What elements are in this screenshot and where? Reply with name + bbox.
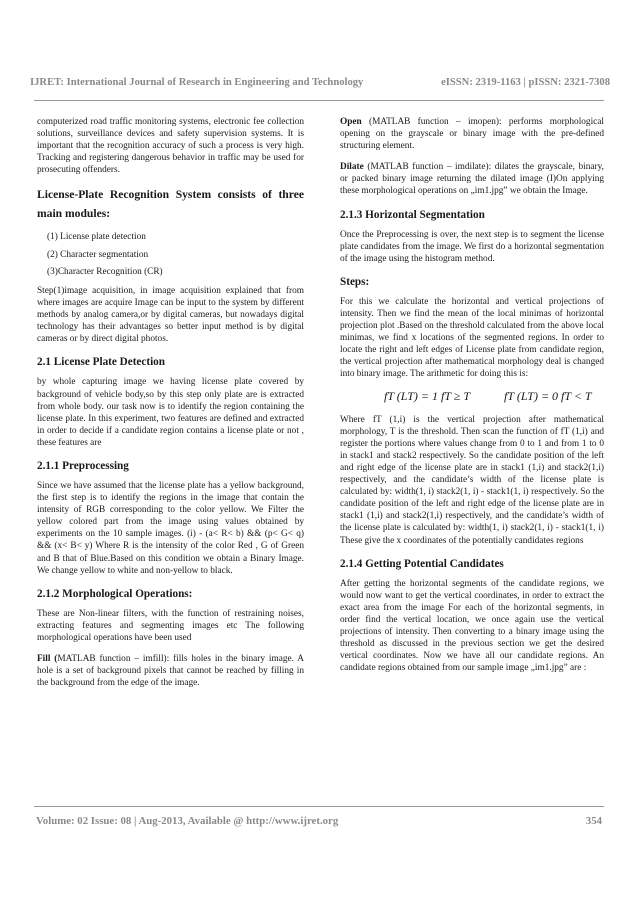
journal-name: IJRET: International Journal of Research in Engineering and Technology	[30, 77, 364, 88]
section-heading-2-1-1: 2.1.1 Preprocessing	[37, 460, 129, 472]
paragraph: computerized road traffic monitoring systems, electronic fee collection solutions, surveillance devices and safety supervision systems. It is important that the recognition accuracy of such a process is very high. Tracking and registering dangerous behavior in traffic may be used for prosecuting offenders.	[37, 117, 304, 176]
open-description: (MATLAB function – imopen): performs morphological opening on the grayscale or binary image with the pre-defined structuring element.	[340, 117, 604, 152]
right-column	[340, 116, 604, 683]
issn-info: eISSN: 2319-1163 | pISSN: 2321-7308	[441, 77, 610, 88]
section-heading-steps: Steps:	[340, 275, 370, 288]
paragraph-dilate	[340, 161, 604, 197]
section-heading-2-1-3: 2.1.3 Horizontal Segmentation	[340, 208, 485, 221]
section-heading-modules: License-Plate Recognition System consists of three main modules:	[37, 188, 304, 221]
paragraph: by whole capturing image we having license plate covered by background of vehicle body,so by this step only plate are is extracted from whole body. our task now is to identify the region containing the license plate. In this experiment, two features are defined and extracted in order to decide if a candidate region contains a license plate or not , these features are	[37, 377, 304, 448]
paragraph-fill	[37, 653, 304, 689]
section-heading-2-1-2: 2.1.2 Morphological Operations:	[37, 587, 193, 600]
list-item: (1) License plate detection	[47, 232, 146, 243]
list-item: (3)Character Recognition (CR)	[47, 267, 163, 278]
running-header	[30, 77, 610, 88]
paragraph: After getting the horizontal segments of the candidate regions, we would now want to get the vertical coordinates, in order to extract the exact area from the image For each of the horizontal segments, in order find the vertical location, we once again use the vertical projections of intensity. Then converting to a binary image using the threshold as discussed in the previous section we get the desired vertical coordinates. Now we have all our candidate regions. An candidate regions obtained from our sample image „im1.jpg” are :	[340, 578, 604, 674]
fill-description: MATLAB function – imfill): fills holes in the binary image. A hole is a set of background pixels that cannot be reached by filling in the background from the edge of the image.	[37, 654, 304, 689]
paragraph: Step(1)image acquisition, in image acquisition explained that from where images are acquire Image can be input to the system by different methods by analog camera,or by digital cameras, but nowadays digital technology has their advantages so better input method is by digital cameras or by direct digital photos.	[37, 285, 304, 345]
modules-list	[47, 229, 304, 282]
equation	[340, 390, 604, 402]
page-number: 354	[585, 815, 602, 827]
volume-info: Volume: 02 Issue: 08 | Aug-2013, Available @ http://www.ijret.org	[36, 815, 339, 827]
header-rule	[34, 100, 604, 101]
paragraph: These are Non-linear filters, with the function of restraining noises, extracting features and segmenting images etc The following morphological operations have been used	[37, 608, 304, 643]
footer-rule	[34, 806, 604, 807]
running-footer	[36, 815, 602, 827]
paragraph: Since we have assumed that the license plate has a yellow background, the first step is to identify the regions in the image that contain the intensity of RGB corresponding to the color yellow. We Filter the yellow colored part from the image using values obtained by experiments on the 10 sample images. (i) - (a< R< b) && (p< G< q) && (x< B< y) Where R is the intensity of the color Red , G of Green and B that of Blue.Based on this condition we obtain a Binary Image. We change yellow to white and non-yellow to black.	[37, 481, 304, 576]
left-column	[37, 116, 304, 698]
section-heading-2-1: 2.1 License Plate Detection	[37, 356, 165, 369]
section-heading-2-1-4: 2.1.4 Getting Potential Candidates	[340, 557, 504, 570]
list-item: (2) Character segmentation	[47, 249, 149, 260]
paragraph-open	[340, 116, 604, 152]
dilate-description: (MATLAB function – imdilate): dilates the grayscale, binary, or packed binary image returning the dilated image (I)On applying these morphological operations on „im1.jpg” we obtain the Image.	[340, 162, 604, 197]
equation-part-1: fT (LT) = 1 fT ≥ T	[384, 388, 471, 403]
paragraph: Where fT (1,i) is the vertical projection after mathematical morphology, T is the threshold. Then scan the function of fT (1,i) and register the portions where values change from 0 to 1 and from 1 to 0 in stack1 and stack2 respectively. So the candidate position of the left and right edge of the license plate are in stack1 (1,i) and stack2(1,i) respectively, and the candidate’s width of the license plate is calculated by: width(1, i) stack2(1, i) - stack1(1, i) respectively. So the candidate position of the left and right edge of the license plate are in stack1 (1,i) and stack2(1,i) respectively, and the candidate’s width of the license plate is calculated by: width(1, i) stack2(1, i) - stack1(1, i) These give the x coordinates of the potentially candidates regions	[340, 414, 604, 546]
term-open: Open	[340, 117, 362, 127]
paragraph: Once the Preprocessing is over, the next step is to segment the license plate candidates from the image. We first do a horizontal segmentation of the image using the histogram method.	[340, 229, 604, 264]
equation-part-2: fT (LT) = 0 fT < T	[504, 388, 592, 403]
term-fill: Fill (	[37, 654, 58, 665]
term-dilate: Dilate	[340, 162, 364, 173]
paragraph: For this we calculate the horizontal and vertical projections of intensity. Then we find the mean of the local minimas of horizontal projection plot .Based on the threshold calculated from the above local minimas, we find x locations of the segmented regions. In order to locate the right and left edges of License plate from candidate region, the vertical projection after mathematical morphology deal is changed into binary image. The arithmetic for doing this is:	[340, 296, 604, 380]
